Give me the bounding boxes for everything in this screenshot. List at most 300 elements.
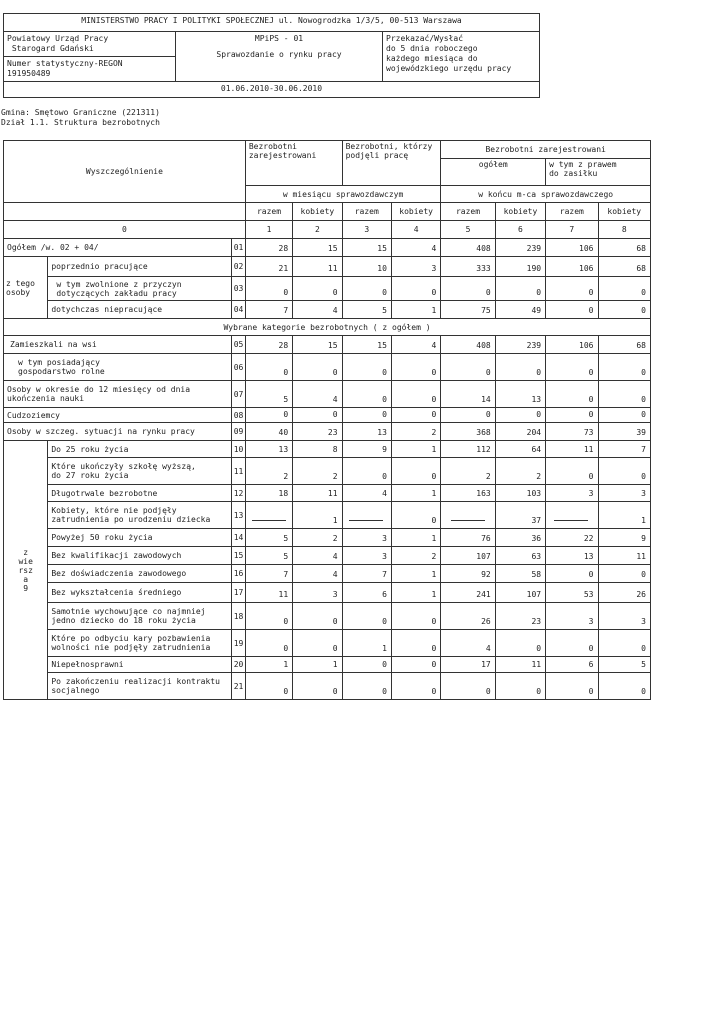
value-cell: 37 [495,502,545,529]
value-cell: 68 [598,257,651,277]
row-label-line2: do 27 roku życia [51,471,129,480]
value-cell: 4 [342,485,391,502]
value-cell: 0 [495,408,545,423]
value-cell: 1 [391,441,440,458]
value-cell: 1 [391,583,440,603]
table-row [4,301,651,319]
value-cell: 28 [245,239,292,257]
value-cell: 0 [342,603,391,630]
subheader-razem: razem [441,203,495,221]
value-cell: 0 [391,502,440,529]
value-cell: 3 [546,603,598,630]
gmina-label: Gmina: Smętowo Graniczne (221311) [1,108,160,117]
value-cell: 0 [342,277,391,301]
row-label-line1: Zamieszkali na wsi [10,340,97,349]
value-cell: 11 [546,441,598,458]
value-cell: 17 [441,657,495,673]
table-row [4,565,651,583]
value-cell: 1 [391,565,440,583]
dash-mark [349,520,383,521]
value-cell: 0 [546,565,598,583]
ministry-line: MINISTERSTWO PRACY I POLITYKI SPOŁECZNEJ ul. Nowogrodzka 1/3/5, 00-513 Warszawa [4,14,540,32]
row-label-line1: Niepełnosprawni [51,660,124,669]
value-cell: 15 [293,336,342,354]
row-number: 05 [231,336,245,354]
row-label-line1: Samotnie wychowujące co najmniej [51,607,206,616]
value-cell: 0 [342,408,391,423]
row-label-line1: Ogółem /w. 02 + 04/ [7,243,99,252]
row-label-line1: Po zakończeniu realizacji kontraktu [51,677,220,686]
value-cell: 6 [342,583,391,603]
row-number: 12 [231,485,245,502]
row-number: 06 [231,354,245,381]
value-cell: 11 [598,547,651,565]
value-cell: 0 [546,277,598,301]
table-row [4,529,651,547]
row-label-line1: Kobiety, które nie podjęły [51,506,177,515]
row-label [48,458,231,485]
value-cell: 0 [342,458,391,485]
value-cell: 408 [441,239,495,257]
value-cell: 4 [293,381,342,408]
value-cell [342,502,391,529]
header-took-job-line1: Bezrobotni, którzy [345,142,433,151]
value-cell: 68 [598,239,651,257]
row-label [4,336,232,354]
value-cell: 0 [391,458,440,485]
column-number: 8 [598,221,651,239]
row-label [4,408,232,423]
value-cell: 2 [245,458,292,485]
value-cell [546,502,598,529]
z-wiersza-9-label [4,441,48,700]
value-cell: 103 [495,485,545,502]
row-number: 20 [231,657,245,673]
value-cell: 49 [495,301,545,319]
value-cell: 3 [342,529,391,547]
deliver-cell [383,32,540,82]
value-cell: 4 [391,239,440,257]
row-label [48,657,231,673]
value-cell: 2 [293,458,342,485]
value-cell: 68 [598,336,651,354]
value-cell: 5 [245,529,292,547]
gmina-block [1,108,160,128]
value-cell: 0 [441,354,495,381]
dash-mark [554,520,588,521]
value-cell: 11 [293,485,342,502]
row-label-line1: poprzednio pracujące [51,262,148,271]
value-cell: 1 [293,657,342,673]
value-cell: 13 [342,423,391,441]
value-cell: 14 [441,381,495,408]
value-cell: 239 [495,239,545,257]
row-label-line2: wolności nie podjęły zatrudnienia [51,643,211,652]
value-cell: 0 [546,673,598,700]
value-cell: 3 [546,485,598,502]
value-cell: 0 [245,354,292,381]
value-cell: 408 [441,336,495,354]
row-number: 09 [231,423,245,441]
header-allowance-line1: w tym z prawem [549,160,617,169]
value-cell: 1 [598,502,651,529]
value-cell: 0 [391,603,440,630]
value-cell: 0 [598,673,651,700]
value-cell: 0 [495,673,545,700]
z-tego-text: z tego [6,278,35,288]
value-cell: 6 [546,657,598,673]
value-cell: 2 [293,529,342,547]
row-label [4,423,232,441]
subheader-kobiety: kobiety [495,203,545,221]
row-label-line2: dotyczących zakładu pracy [56,288,177,298]
regon-cell [4,57,176,82]
value-cell [245,502,292,529]
value-cell: 107 [441,547,495,565]
table-row [4,485,651,502]
value-cell: 0 [598,630,651,657]
table-row [4,441,651,458]
form-id-cell [176,32,383,82]
value-cell: 0 [245,630,292,657]
value-cell: 26 [441,603,495,630]
row-number: 07 [231,381,245,408]
value-cell: 22 [546,529,598,547]
value-cell: 0 [441,408,495,423]
value-cell [441,502,495,529]
value-cell: 0 [391,277,440,301]
row-number: 16 [231,565,245,583]
row-label-line1: Bez wykształcenia średniego [51,588,182,597]
value-cell: 0 [598,458,651,485]
z-wiersza-part: rsz [18,565,33,575]
row-label-line1: Bez doświadczenia zawodowego [51,569,187,578]
value-cell: 0 [546,301,598,319]
value-cell: 7 [245,565,292,583]
column-number: 0 [4,221,246,239]
value-cell: 76 [441,529,495,547]
value-cell: 1 [245,657,292,673]
value-cell: 190 [495,257,545,277]
section-row [4,319,651,336]
row-number: 02 [231,257,245,277]
row-label [48,502,231,529]
header-registered-line2: zarejestrowani [248,151,317,160]
value-cell: 0 [546,630,598,657]
row-label [4,381,232,408]
subheader-kobiety: kobiety [598,203,651,221]
column-number: 2 [293,221,342,239]
value-cell: 1 [391,301,440,319]
value-cell: 4 [293,547,342,565]
selected-categories-header: Wybrane kategorie bezrobotnych ( z ogółem ) [4,319,651,336]
table-row [4,603,651,630]
z-wiersza-part: z [23,547,29,557]
value-cell: 5 [245,547,292,565]
value-cell: 0 [293,354,342,381]
table-row [4,423,651,441]
value-cell: 11 [245,583,292,603]
row-number: 21 [231,673,245,700]
value-cell: 239 [495,336,545,354]
row-label [48,583,231,603]
value-cell: 0 [293,673,342,700]
deliver-line1: Przekazać/Wysłać [386,34,464,43]
row-label [48,257,231,277]
value-cell: 0 [245,603,292,630]
value-cell: 0 [546,458,598,485]
value-cell: 106 [546,257,598,277]
row-label-line1: w tym posiadający [18,358,100,367]
value-cell: 5 [245,381,292,408]
row-label [48,485,231,502]
column-number: 6 [495,221,545,239]
column-number: 1 [245,221,292,239]
value-cell: 0 [391,354,440,381]
regon-value: 191950489 [7,69,51,78]
header-registered-group: Bezrobotni zarejestrowani [441,141,651,159]
office-line1: Powiatowy Urząd Pracy [7,34,109,43]
column-number: 5 [441,221,495,239]
row-number: 08 [231,408,245,423]
value-cell: 0 [495,630,545,657]
unemployment-table [3,140,651,700]
row-label [48,565,231,583]
row-number: 10 [231,441,245,458]
value-cell: 0 [342,673,391,700]
table-row [4,257,651,277]
value-cell: 28 [245,336,292,354]
dash-mark [252,520,286,521]
value-cell: 36 [495,529,545,547]
row-label [48,441,231,458]
header-allowance [546,159,651,186]
row-label [48,603,231,630]
value-cell: 15 [342,336,391,354]
z-wiersza-part: a [23,574,29,584]
header-took-job-line2: podjęli pracę [345,151,409,160]
value-cell: 9 [598,529,651,547]
row-label-line1: Długotrwale bezrobotne [51,488,158,498]
value-cell: 0 [342,657,391,673]
table-row [4,408,651,423]
office-cell [4,32,176,57]
value-cell: 0 [391,673,440,700]
value-cell: 11 [495,657,545,673]
regon-label: Numer statystyczny-REGON [7,59,123,68]
value-cell: 8 [293,441,342,458]
value-cell: 3 [598,485,651,502]
office-line2: Starogard Gdański [7,44,94,53]
value-cell: 11 [293,257,342,277]
value-cell: 23 [293,423,342,441]
value-cell: 0 [391,408,440,423]
row-label [4,354,232,381]
value-cell: 0 [245,277,292,301]
deliver-line3: każdego miesiąca do [386,54,478,63]
value-cell: 106 [546,336,598,354]
row-label-line1: Bez kwalifikacji zawodowych [51,551,182,560]
row-label-line2: socjalnego [51,686,100,695]
row-label-line1: Powyżej 50 roku życia [51,533,153,542]
value-cell: 39 [598,423,651,441]
row-label-line1: Cudzoziemcy [7,410,60,420]
value-cell: 92 [441,565,495,583]
value-cell: 3 [342,547,391,565]
value-cell: 64 [495,441,545,458]
value-cell: 0 [441,277,495,301]
deliver-line2: do 5 dnia roboczego [386,44,478,53]
value-cell: 0 [546,354,598,381]
row-label [48,547,231,565]
value-cell: 0 [598,301,651,319]
table-row [4,673,651,700]
value-cell: 18 [245,485,292,502]
row-label [48,630,231,657]
value-cell: 63 [495,547,545,565]
value-cell: 5 [342,301,391,319]
value-cell: 26 [598,583,651,603]
row-label [48,277,231,301]
value-cell: 0 [391,657,440,673]
row-label-line1: Osoby w okresie do 12 miesięcy od dnia [7,385,191,394]
value-cell: 3 [391,257,440,277]
row-number: 04 [231,301,245,319]
form-code: MPiPS - 01 [254,34,304,43]
header-took-job [342,141,441,186]
header-end-month: w końcu m-ca sprawozdawczego [441,186,651,203]
row-label [48,529,231,547]
value-cell: 1 [342,630,391,657]
value-cell: 3 [293,583,342,603]
subheader-kobiety: kobiety [391,203,440,221]
value-cell: 0 [598,381,651,408]
header-allowance-line2: do zasiłku [549,169,598,178]
value-cell: 106 [546,239,598,257]
value-cell: 0 [546,408,598,423]
row-number: 14 [231,529,245,547]
subheader-razem: razem [245,203,292,221]
value-cell: 2 [441,458,495,485]
value-cell: 15 [293,239,342,257]
value-cell: 0 [391,630,440,657]
value-cell: 4 [391,336,440,354]
table-row [4,583,651,603]
value-cell: 0 [441,673,495,700]
value-cell: 0 [391,381,440,408]
row-label-line2: ukończenia nauki [7,394,85,403]
value-cell: 163 [441,485,495,502]
value-cell: 0 [342,381,391,408]
value-cell: 0 [293,277,342,301]
value-cell: 0 [342,354,391,381]
value-cell: 4 [293,565,342,583]
value-cell: 13 [546,547,598,565]
subheader-blank [4,203,246,221]
row-number: 15 [231,547,245,565]
value-cell: 75 [441,301,495,319]
column-number: 7 [546,221,598,239]
value-cell: 3 [598,603,651,630]
value-cell: 73 [546,423,598,441]
header-month: w miesiącu sprawozdawczym [245,186,441,203]
table-row [4,458,651,485]
value-cell: 2 [495,458,545,485]
value-cell: 23 [495,603,545,630]
subheader-razem: razem [342,203,391,221]
value-cell: 2 [391,547,440,565]
subheader-kobiety: kobiety [293,203,342,221]
value-cell: 204 [495,423,545,441]
header-total: ogółem [441,159,546,186]
value-cell: 13 [495,381,545,408]
value-cell: 1 [391,529,440,547]
row-label-line1: Które po odbyciu kary pozbawienia [51,634,211,643]
value-cell: 0 [245,408,292,423]
row-label-line2: zatrudnienia po urodzeniu dziecka [51,515,211,524]
value-cell: 333 [441,257,495,277]
row-label-line2: jedno dziecko do 18 roku życia [51,616,196,625]
z-tego-osoby-label [4,257,48,319]
value-cell: 112 [441,441,495,458]
deliver-line4: wojewódzkiego urzędu pracy [386,64,512,73]
table-row [4,239,651,257]
row-label-line1: Osoby w szczeg. sytuacji na rynku pracy [7,427,195,436]
table-row [4,502,651,529]
dash-mark [451,520,485,521]
value-cell: 10 [342,257,391,277]
z-wiersza-part: 9 [23,583,29,593]
row-label [48,673,231,700]
value-cell: 0 [495,354,545,381]
value-cell: 0 [495,277,545,301]
value-cell: 0 [293,630,342,657]
row-number: 17 [231,583,245,603]
row-number: 13 [231,502,245,529]
value-cell: 2 [391,423,440,441]
row-label-line1: Do 25 roku życia [51,444,129,454]
row-label-line1: Które ukończyły szkołę wyższą, [51,462,196,471]
table-row [4,547,651,565]
row-label-line1: dotychczas niepracujące [51,305,163,314]
row-number: 01 [231,239,245,257]
value-cell: 4 [441,630,495,657]
value-cell: 1 [391,485,440,502]
value-cell: 1 [293,502,342,529]
table-row [4,381,651,408]
value-cell: 13 [245,441,292,458]
value-cell: 107 [495,583,545,603]
table-row [4,336,651,354]
row-label-line2: gospodarstwo rolne [18,367,105,376]
table-row [4,354,651,381]
value-cell: 7 [245,301,292,319]
value-cell: 0 [598,408,651,423]
table-row [4,657,651,673]
value-cell: 15 [342,239,391,257]
row-label [48,301,231,319]
value-cell: 53 [546,583,598,603]
column-number: 3 [342,221,391,239]
row-number: 18 [231,603,245,630]
table-row [4,630,651,657]
header-registered-line1: Bezrobotni [248,142,297,151]
period: 01.06.2010-30.06.2010 [4,82,540,98]
value-cell: 368 [441,423,495,441]
value-cell: 0 [293,603,342,630]
value-cell: 241 [441,583,495,603]
value-cell: 58 [495,565,545,583]
